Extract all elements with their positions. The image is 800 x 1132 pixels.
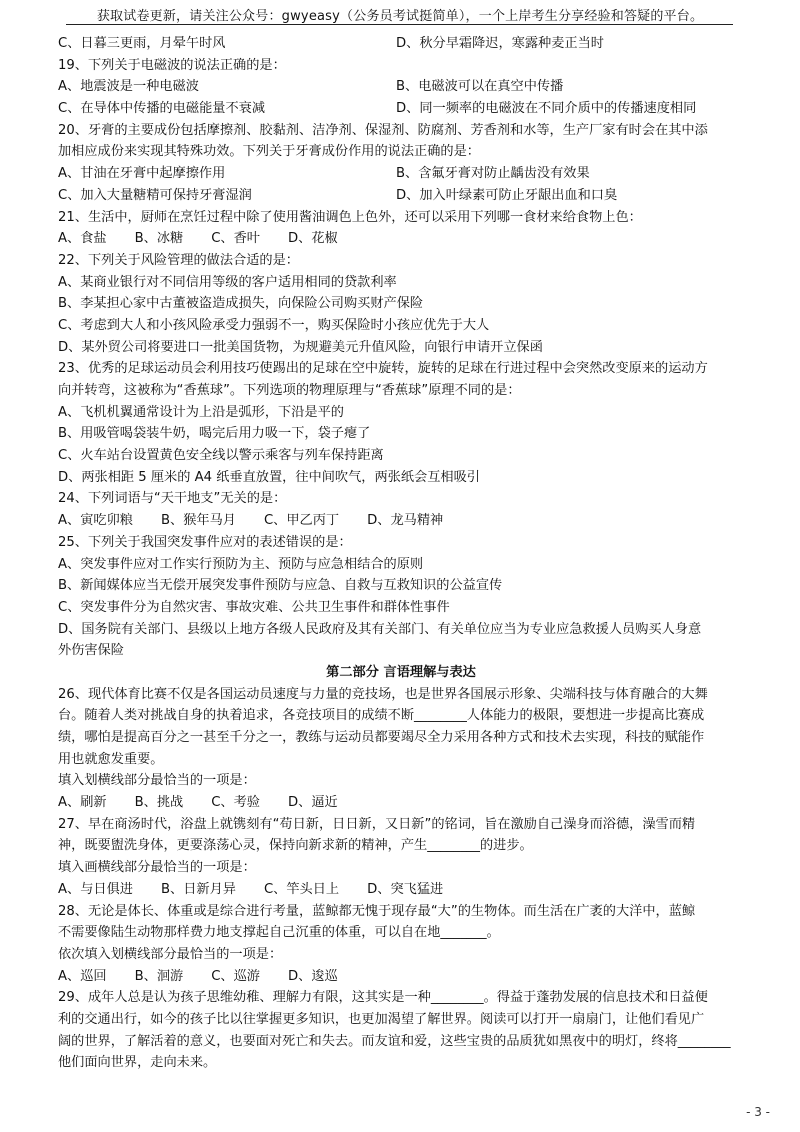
q20-stem-line1: 20、牙膏的主要成份包括摩擦剂、胶黏剂、洁净剂、保湿剂、防腐剂、芳香剂和水等，生产厂家有时会在其中添 xyxy=(58,122,708,138)
q22-stem: 22、下列关于风险管理的做法合适的是： xyxy=(58,252,299,268)
q23-stem-line1: 23、优秀的足球运动员会利用技巧使踢出的足球在空中旋转，旋转的足球在行进过程中会突然改变原来的运动方 xyxy=(58,361,708,377)
option-c: C、竿头日上 xyxy=(263,881,340,897)
header-notice: 获取试卷更新，请关注公众号：gwyeasy（公务员考试挺简单），一个上岸考生分享经验和答疑的平台。 xyxy=(96,9,704,24)
q20-options-cd xyxy=(58,185,744,207)
q24-options xyxy=(58,510,744,532)
option-a: A、与日俱进 xyxy=(58,881,133,897)
option-a: A、巡回 xyxy=(58,968,107,984)
q27-prompt: 填入画横线部分最恰当的一项是： xyxy=(58,860,256,876)
q23-stem-line2: 向并转弯，这被称为“香蕉球”。下列选项的物理原理与“香蕉球”原理不同的是： xyxy=(58,383,521,398)
q27-stem-line1: 27、早在商汤时代，浴盘上就镌刻有“苟日新，日日新，又日新”的铭词，旨在激励自己澡身而浴德，澡雪而精 xyxy=(58,816,696,832)
option-a: A、刷新 xyxy=(58,795,107,811)
option-c: C、火车站台设置黄色安全线以警示乘客与列车保持距离 xyxy=(58,448,384,464)
option-d: D、龙马精神 xyxy=(367,513,444,529)
q29-stem-line4: 他们面向世界，走向未来。 xyxy=(58,1055,217,1071)
option-c: C、加入大量糖精可保持牙膏湿润 xyxy=(58,187,252,203)
option-a: A、甘油在牙膏中起摩擦作用 xyxy=(58,166,226,182)
option-a: A、地震波是一种电磁波 xyxy=(58,79,199,95)
q24-stem: 24、下列词语与“天干地支”无关的是： xyxy=(58,491,287,507)
option-a: A、飞机机翼通常设计为上沿是弧形，下沿是平的 xyxy=(58,404,344,420)
q18-options-cd xyxy=(58,33,744,55)
q26-stem-line4: 用也就愈发重要。 xyxy=(58,751,164,767)
option-d: D、花椒 xyxy=(287,231,338,247)
option-d: D、逡巡 xyxy=(287,968,338,984)
option-c: C、香叶 xyxy=(211,231,260,247)
q28-prompt: 依次填入划横线部分最恰当的一项是： xyxy=(58,946,283,962)
option-b: B、含氟牙膏对防止龋齿没有效果 xyxy=(396,166,590,182)
option-b: B、新闻媒体应当无偿开展突发事件预防与应急、自救与互救知识的公益宣传 xyxy=(58,578,503,594)
q29-stem-line3: 阔的世界，了解活着的意义，也要面对死亡和失去。而友谊和爱，这些宝贵的品质犹如黑夜中的明灯，终将________ xyxy=(58,1033,731,1049)
q29-stem-line2: 利的交通出行，如今的孩子比以往掌握更多知识，也更加渴望了解世界。阅读可以打开一扇扇门，让他们看见广 xyxy=(58,1011,705,1027)
option-b: B、日新月异 xyxy=(160,881,236,897)
q20-stem-line2: 加相应成份来实现其特殊功效。下列关于牙膏成份作用的说法正确的是： xyxy=(58,144,480,160)
option-a: A、突发事件应对工作实行预防为主、预防与应急相结合的原则 xyxy=(58,556,424,572)
q21-options xyxy=(58,228,744,250)
option-d: D、突飞猛进 xyxy=(367,881,444,897)
q26-stem-line2: 台。随着人类对挑战自身的执着追求，各竞技项目的成绩不断________人体能力的极限，要想进一步提高比赛成 xyxy=(58,708,705,724)
option-d: D、同一频率的电磁波在不同介质中的传播速度相同 xyxy=(396,101,697,117)
option-b: B、挑战 xyxy=(134,795,184,811)
option-b: B、李某担心家中古董被盗造成损失，向保险公司购买财产保险 xyxy=(58,296,424,312)
option-d-line1: D、国务院有关部门、县级以上地方各级人民政府及其有关部门、有关单位应当为专业应急救援人员购买人身意 xyxy=(58,621,702,637)
q27-stem-line2: 神，既要盥洗身体，更要涤荡心灵，保持向新求新的精神，产生________的进步。 xyxy=(58,838,533,854)
option-c: C、日暮三更雨，月晕午时风 xyxy=(58,36,226,51)
q19-options-cd xyxy=(58,98,744,120)
option-b: B、用吸管喝袋装牛奶，喝完后用力吸一下，袋子瘪了 xyxy=(58,426,371,442)
q19-stem: 19、下列关于电磁波的说法正确的是： xyxy=(58,57,286,73)
option-a: A、寅吃卯粮 xyxy=(58,513,133,529)
q28-options xyxy=(58,966,744,988)
q26-prompt: 填入划横线部分最恰当的一项是： xyxy=(58,773,256,789)
q29-stem-line1: 29、成年人总是认为孩子思维幼稚、理解力有限，这其实是一种________。得益于蓬勃发展的信息技术和日益便 xyxy=(58,990,708,1006)
document-body xyxy=(58,33,744,1074)
option-c: C、甲乙丙丁 xyxy=(263,513,340,529)
option-c: C、巡游 xyxy=(211,968,260,984)
option-c: C、在导体中传播的电磁能量不衰减 xyxy=(58,101,266,117)
option-b: B、电磁波可以在真空中传播 xyxy=(396,79,564,95)
q28-stem-line1: 28、无论是体长、体重或是综合进行考量，蓝鲸都无愧于现存最“大”的生物体。而生活在广袤的大洋中，蓝鲸 xyxy=(58,903,696,919)
option-d: D、某外贸公司将要进口一批美国货物，为规避美元升值风险，向银行申请开立保函 xyxy=(58,339,543,355)
q26-stem-line1: 26、现代体育比赛不仅是各国运动员速度与力量的竞技场，也是世界各国展示形象、尖端科技与体育融合的大舞 xyxy=(58,686,708,702)
option-d: D、加入叶绿素可防止牙龈出血和口臭 xyxy=(396,187,618,203)
q20-options-ab xyxy=(58,163,744,185)
option-b: B、洄游 xyxy=(134,968,184,984)
option-c: C、考虑到大人和小孩风险承受力强弱不一，购买保险时小孩应优先于大人 xyxy=(58,317,490,333)
option-a: A、某商业银行对不同信用等级的客户适用相同的贷款利率 xyxy=(58,274,397,290)
option-c: C、考验 xyxy=(211,795,260,811)
option-a: A、食盐 xyxy=(58,231,107,247)
q26-stem-line3: 绩，哪怕是提高百分之一甚至千分之一，教练与运动员都要竭尽全力采用各种方式和技术去实现，科技的赋能作 xyxy=(58,730,705,745)
header-rule xyxy=(66,24,733,25)
option-b: B、猴年马月 xyxy=(160,513,236,529)
option-b: B、冰糖 xyxy=(134,231,184,247)
option-d: D、秋分早霜降迟，寒露种麦正当时 xyxy=(396,36,604,51)
option-c: C、突发事件分为自然灾害、事故灾难、公共卫生事件和群体性事件 xyxy=(58,599,450,615)
page-header xyxy=(0,0,800,26)
option-d: D、两张相距 5 厘米的 A4 纸垂直放置，往中间吹气，两张纸会互相吸引 xyxy=(58,469,480,485)
section-title: 第二部分 言语理解与表达 xyxy=(326,664,476,680)
q25-stem: 25、下列关于我国突发事件应对的表述错误的是： xyxy=(58,534,352,550)
q28-stem-line2: 不需要像陆生动物那样费力地支撑起自己沉重的体重，可以自在地_______。 xyxy=(58,925,500,941)
option-d-line2: 外伤害保险 xyxy=(58,643,124,659)
q21-stem: 21、生活中，厨师在烹饪过程中除了使用酱油调色上色外，还可以采用下列哪一食材来给食物上色： xyxy=(58,209,642,225)
q26-options xyxy=(58,792,744,814)
option-d: D、逼近 xyxy=(287,795,338,811)
q27-options xyxy=(58,879,744,901)
q19-options-ab xyxy=(58,76,744,98)
page-number: - 3 - xyxy=(746,1105,770,1119)
